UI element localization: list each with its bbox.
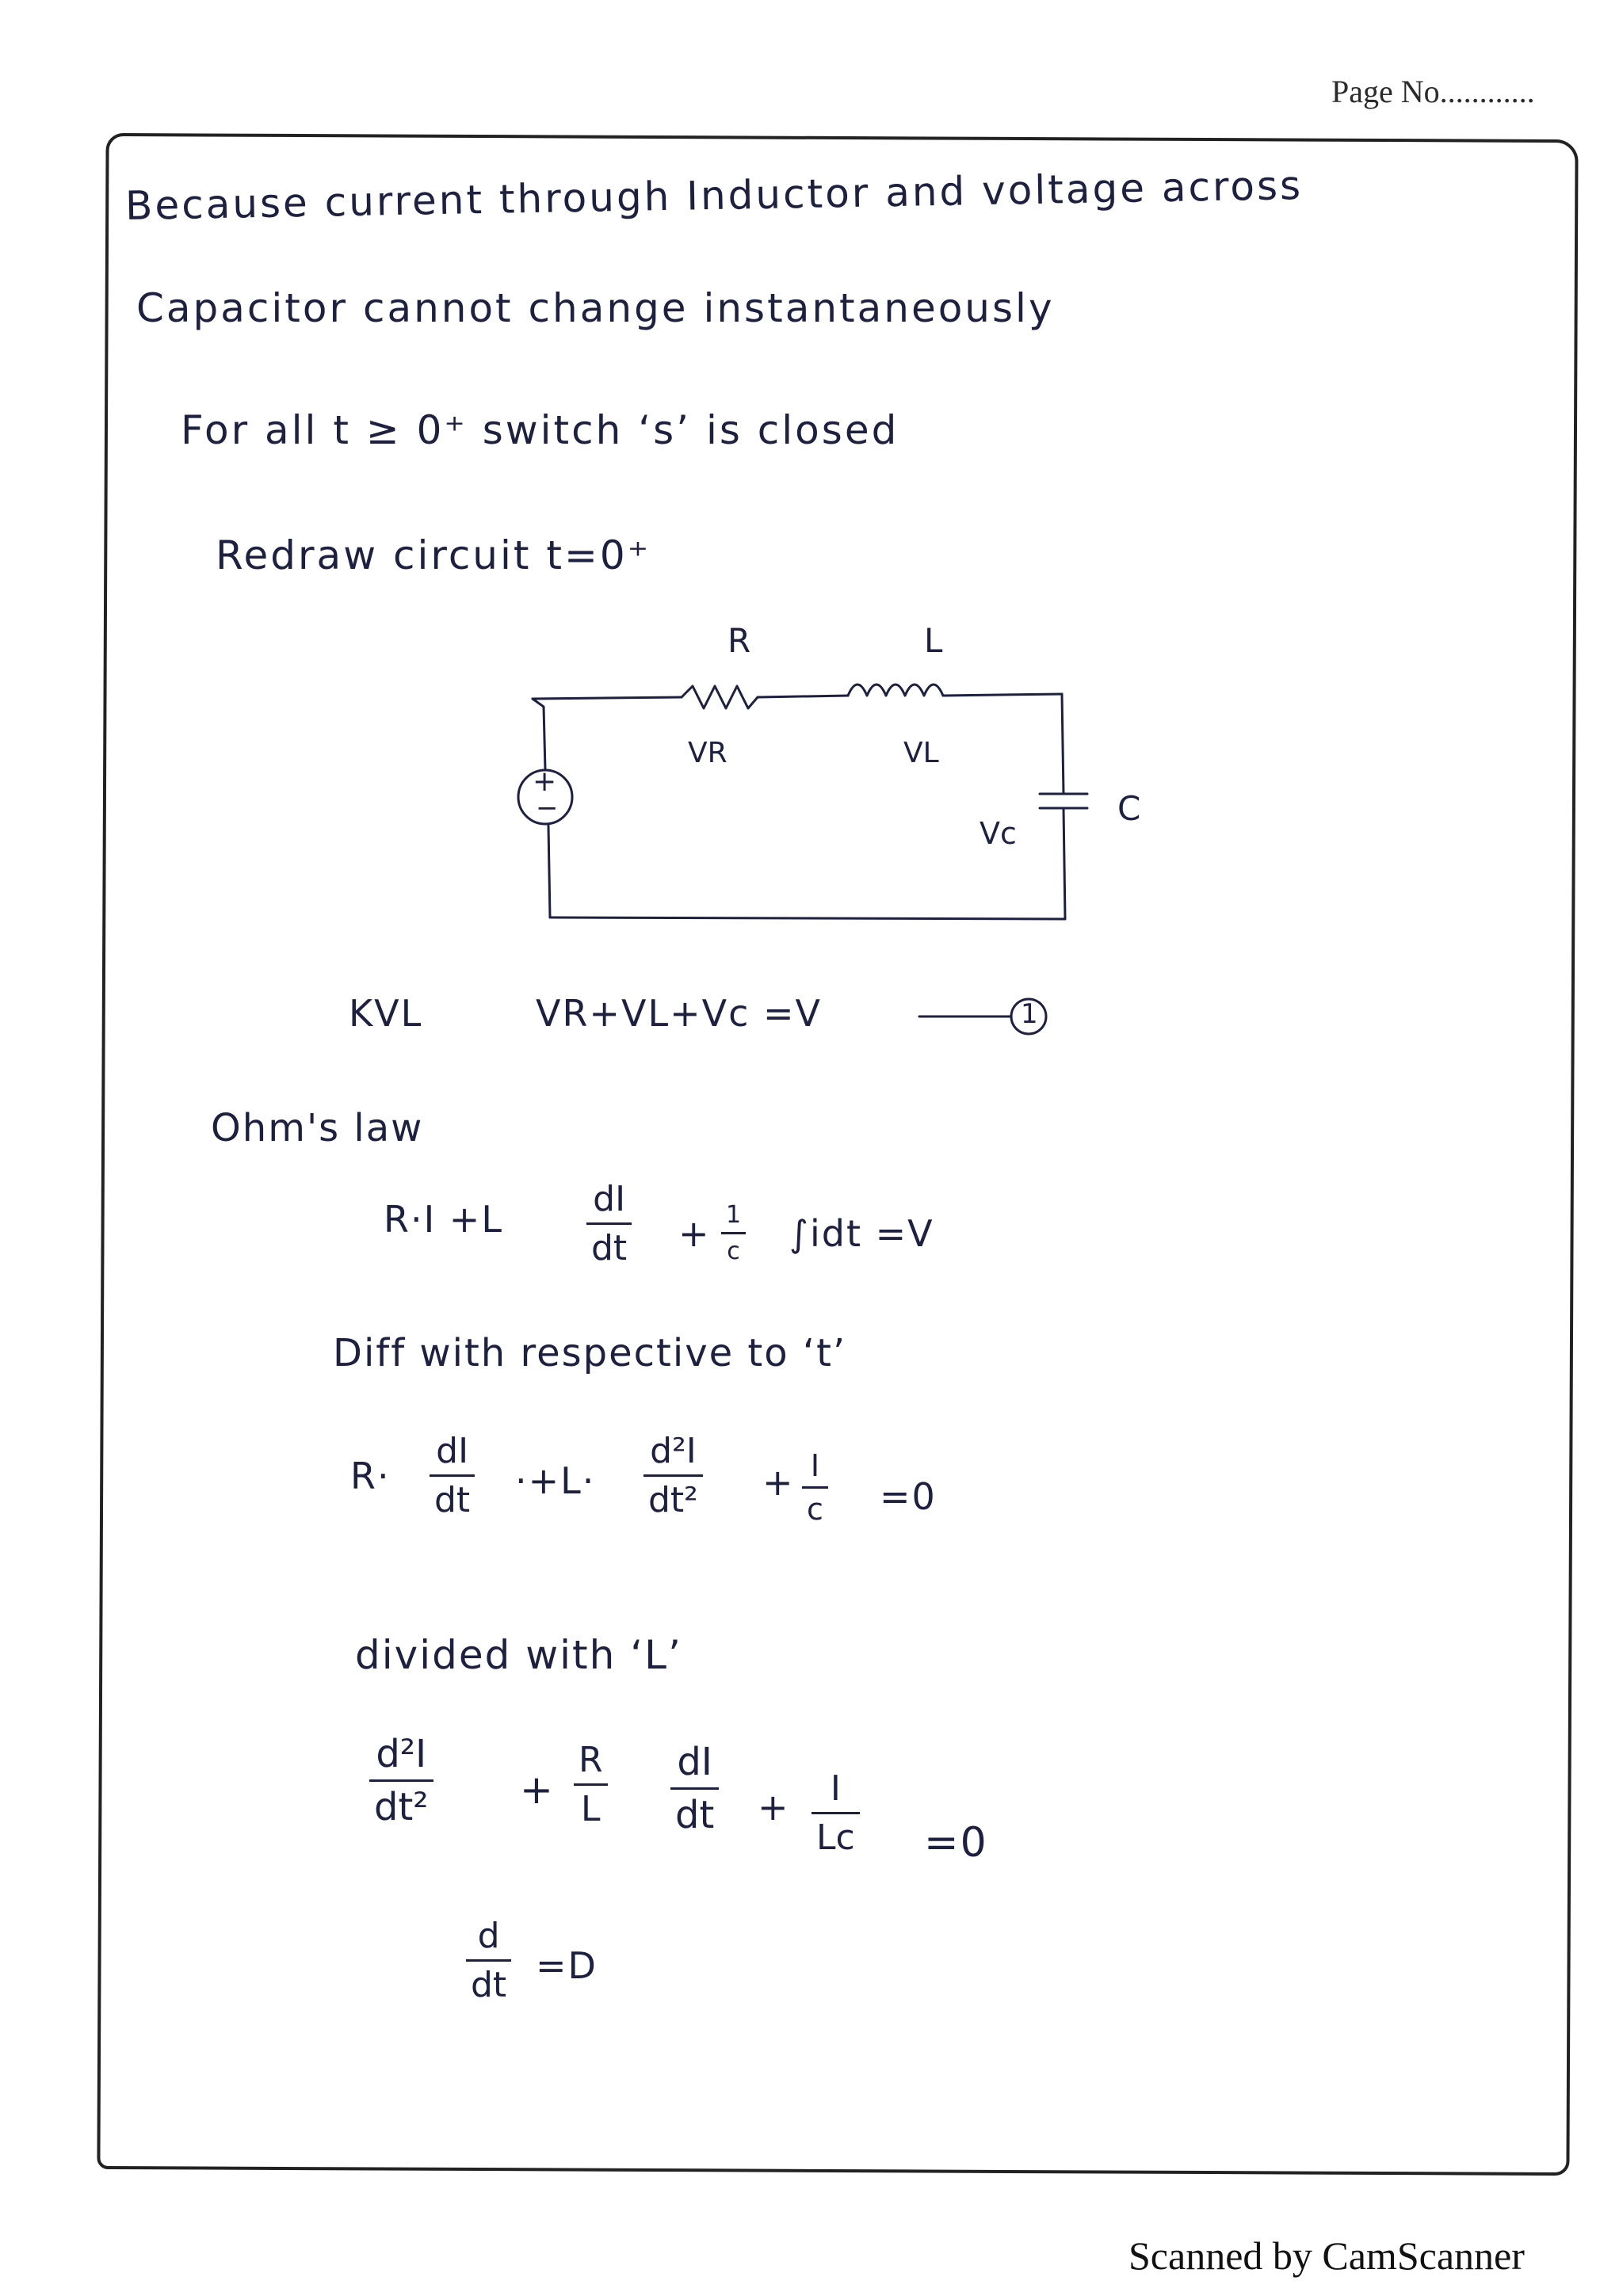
wire-right-upper bbox=[1062, 694, 1064, 794]
ohms-lhs: R·I +L bbox=[384, 1198, 503, 1241]
ohms-one: 1 bbox=[726, 1201, 742, 1229]
inductor-label: L bbox=[924, 621, 943, 660]
kvl-equation: VR+VL+Vc =V bbox=[536, 992, 823, 1035]
operator-d-numerator: d bbox=[477, 1916, 500, 1956]
vc-label: Vc bbox=[980, 816, 1017, 851]
divided-didt-fraction bbox=[670, 1740, 719, 1837]
divided-heading: divided with ‘L’ bbox=[355, 1632, 682, 1678]
diff-didt-fraction bbox=[430, 1431, 475, 1520]
fraction-bar bbox=[643, 1474, 703, 1477]
operator-equals-d: =D bbox=[536, 1944, 598, 1987]
wire-top-right bbox=[943, 694, 1062, 696]
fraction-bar bbox=[369, 1779, 433, 1782]
diff-didt-denominator: dt bbox=[434, 1480, 471, 1520]
divided-lc-denominator: Lc bbox=[816, 1817, 855, 1858]
kvl-label: KVL bbox=[349, 992, 423, 1035]
diff-plus: + bbox=[762, 1461, 795, 1504]
note-line-1: Because current through Inductor and voltage across bbox=[124, 162, 1304, 229]
divided-d2i-numerator: d²I bbox=[376, 1732, 427, 1776]
fraction-bar bbox=[670, 1787, 719, 1790]
diff-heading: Diff with respective to ‘t’ bbox=[333, 1331, 847, 1375]
diff-didt-numerator: dI bbox=[436, 1431, 469, 1471]
fraction-bar bbox=[586, 1222, 632, 1225]
resistor-label: R bbox=[727, 621, 751, 660]
fraction-bar bbox=[574, 1783, 608, 1786]
divided-i-over-lc bbox=[812, 1768, 860, 1858]
resistor-symbol bbox=[682, 686, 758, 708]
fraction-bar bbox=[802, 1486, 828, 1489]
vl-label: VL bbox=[903, 737, 939, 769]
divided-dt2-denominator: dt² bbox=[374, 1785, 429, 1829]
ohms-plus: + bbox=[678, 1212, 711, 1255]
operator-dt-denominator: dt bbox=[471, 1965, 507, 2005]
ohms-didt-fraction bbox=[586, 1179, 632, 1268]
diff-d2i-numerator: d²I bbox=[650, 1431, 697, 1471]
divided-d2idt2-fraction bbox=[369, 1732, 433, 1829]
divided-plus-1: + bbox=[520, 1767, 555, 1813]
note-line-3: For all t ≥ 0⁺ switch ‘s’ is closed bbox=[181, 407, 899, 453]
ohms-didt-numerator: dI bbox=[593, 1179, 626, 1219]
scanner-watermark: Scanned by CamScanner bbox=[1128, 2233, 1525, 2278]
fraction-bar bbox=[812, 1812, 860, 1814]
wire-left-upper bbox=[533, 699, 545, 770]
divided-plus-2: + bbox=[758, 1786, 790, 1829]
divided-i-numerator: I bbox=[830, 1768, 841, 1809]
diff-d2idt2-fraction bbox=[643, 1431, 703, 1520]
source-plus-sign: + bbox=[533, 765, 557, 798]
diff-dt2-denominator: dt² bbox=[648, 1480, 698, 1520]
divided-r-over-l bbox=[574, 1740, 608, 1829]
diff-i-numerator: I bbox=[810, 1448, 820, 1483]
source-minus-sign: − bbox=[536, 792, 559, 824]
note-line-2: Capacitor cannot change instantaneously bbox=[136, 285, 1055, 331]
divided-dt-denominator: dt bbox=[675, 1793, 715, 1837]
wire-bottom bbox=[550, 917, 1065, 919]
note-line-4: Redraw circuit t=0⁺ bbox=[216, 532, 651, 578]
divided-r-numerator: R bbox=[579, 1740, 603, 1780]
wire-r-to-l bbox=[758, 696, 848, 697]
divided-di-numerator: dI bbox=[677, 1740, 712, 1784]
diff-equals-zero: =0 bbox=[880, 1475, 937, 1518]
inductor-symbol bbox=[848, 685, 943, 696]
wire-left-lower bbox=[548, 826, 550, 917]
equation-number: 1 bbox=[1021, 998, 1040, 1030]
capacitor-label: C bbox=[1117, 789, 1141, 828]
ohms-didt-denominator: dt bbox=[591, 1228, 628, 1268]
ohms-law-heading: Ohm's law bbox=[211, 1106, 424, 1150]
ohms-one-over-c bbox=[721, 1201, 746, 1265]
fraction-bar bbox=[466, 1959, 511, 1962]
diff-r: R· bbox=[350, 1455, 391, 1497]
fraction-bar bbox=[430, 1474, 475, 1477]
ohms-c: c bbox=[727, 1238, 740, 1265]
diff-c-denominator: c bbox=[807, 1492, 823, 1527]
fraction-bar bbox=[721, 1232, 746, 1234]
diff-i-over-c bbox=[802, 1448, 828, 1527]
ohms-integral: ∫idt =V bbox=[789, 1212, 934, 1255]
operator-ddt-fraction bbox=[466, 1916, 511, 2005]
diff-mid: ·+L· bbox=[515, 1459, 596, 1502]
wire-right-lower bbox=[1064, 808, 1065, 919]
divided-l-denominator: L bbox=[581, 1789, 601, 1829]
vr-label: VR bbox=[688, 737, 727, 769]
page-number-label: Page No............ bbox=[1331, 74, 1535, 109]
divided-equals-zero: =0 bbox=[924, 1819, 988, 1867]
wire-top-left bbox=[533, 697, 682, 699]
